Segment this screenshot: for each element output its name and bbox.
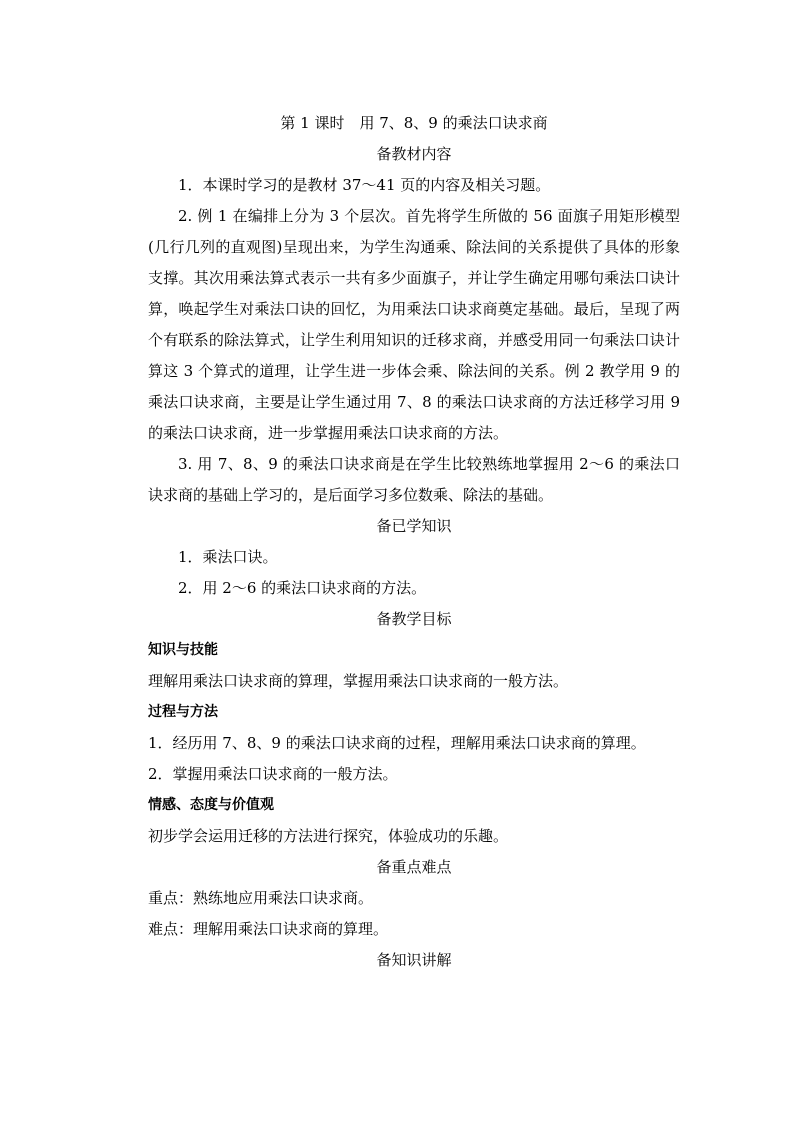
section-heading-goals: 备教学目标 — [376, 610, 452, 628]
goals-process-heading: 过程与方法 — [148, 704, 218, 720]
materials-paragraph-1: 1．本课时学习的是教材 37～41 页的内容及相关习题。 — [178, 176, 551, 194]
section-heading-key-points: 备重点难点 — [376, 858, 452, 876]
prior-knowledge-item-2: 2．用 2～6 的乘法口诀求商的方法。 — [178, 579, 427, 597]
materials-paragraph-3: 3. 用 7、8、9 的乘法口诀求商是在学生比较熟练地掌握用 2～6 的乘法口诀求商的基础上学习的，是后面学习多位数乘、除法的基础。 — [148, 455, 680, 504]
goals-attitude-text: 初步学会运用迁移的方法进行探究，体验成功的乐趣。 — [148, 827, 509, 845]
key-point-text: 重点：熟练地应用乘法口诀求商。 — [148, 889, 374, 907]
section-heading-explanation: 备知识讲解 — [376, 951, 452, 969]
document-content — [148, 108, 680, 976]
section-heading-prior-knowledge: 备已学知识 — [376, 517, 452, 535]
materials-paragraph-2: 2. 例 1 在编排上分为 3 个层次。首先将学生所做的 56 面旗子用矩形模型(几行几列的直观图)呈现出来，为学生沟通乘、除法间的关系提供了具体的形象支撑。其次用乘法算式表示一共有多少面旗子，并让学生确定用哪句乘法口诀计算，唤起学生对乘法口诀的回忆，为用乘法口诀求商奠定基础。最后，呈现了两个有联系的除法算式，让学生利用知识的迁移求商，并感受用同一句乘法口诀计算这 3 个算式的道理，让学生进一步体会乘、除法间的关系。例 2 教学用 9 的乘法口诀求商，主要是让学生通过用 7、8 的乘法口诀求商的方法迁移学习用 9 的乘法口诀求商，进一步掌握用乘法口诀求商的方法。 — [148, 207, 680, 442]
goals-attitude-heading: 情感、态度与价值观 — [148, 797, 274, 813]
goals-process-item-2: 2．掌握用乘法口诀求商的一般方法。 — [148, 765, 398, 783]
goals-process-item-1: 1．经历用 7、8、9 的乘法口诀求商的过程，理解用乘法口诀求商的算理。 — [148, 734, 646, 752]
goals-knowledge-text: 理解用乘法口诀求商的算理，掌握用乘法口诀求商的一般方法。 — [148, 672, 569, 690]
prior-knowledge-item-1: 1．乘法口诀。 — [178, 548, 278, 566]
section-heading-materials: 备教材内容 — [376, 145, 452, 163]
goals-knowledge-heading: 知识与技能 — [148, 642, 218, 658]
difficulty-text: 难点：理解用乘法口诀求商的算理。 — [148, 920, 389, 938]
lesson-title: 第 1 课时 用 7、8、9 的乘法口诀求商 — [280, 114, 548, 132]
